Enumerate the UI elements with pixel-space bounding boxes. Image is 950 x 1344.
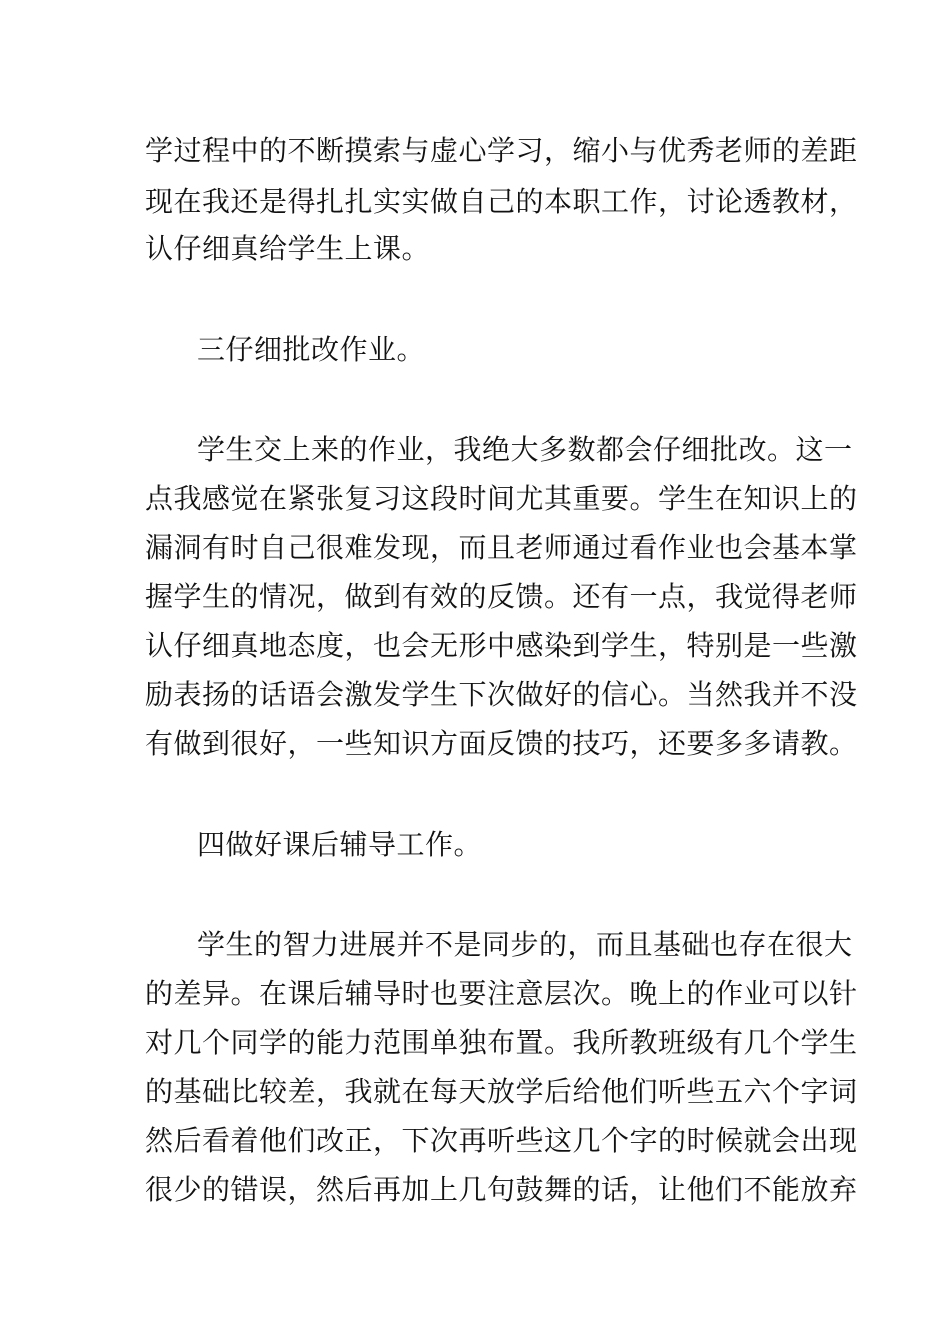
paragraph-line: 励表扬的话语会激发学生下次做好的信心。当然我并不没: [145, 678, 858, 711]
paragraph-line: 学过程中的不断摸索与虚心学习，缩小与优秀老师的差距: [145, 134, 858, 167]
paragraph-line: 握学生的情况，做到有效的反馈。还有一点，我觉得老师: [145, 580, 858, 613]
paragraph-line: 点我感觉在紧张复习这段时间尤其重要。学生在知识上的: [145, 482, 858, 515]
paragraph-line: 漏洞有时自己很难发现，而且老师通过看作业也会基本掌: [145, 531, 858, 564]
paragraph-line: 的基础比较差，我就在每天放学后给他们听些五六个字词: [145, 1075, 858, 1108]
section-heading: 三仔细批改作业。: [197, 333, 426, 366]
paragraph-line: 然后看着他们改正，下次再听些这几个字的时候就会出现: [145, 1124, 858, 1157]
section-heading: 四做好课后辅导工作。: [197, 828, 483, 861]
paragraph-line: 认仔细真给学生上课。: [145, 232, 431, 265]
paragraph-line: 很少的错误，然后再加上几句鼓舞的话，让他们不能放弃: [145, 1173, 858, 1206]
paragraph-line: 对几个同学的能力范围单独布置。我所教班级有几个学生: [145, 1026, 858, 1059]
paragraph-line: 有做到很好，一些知识方面反馈的技巧，还要多多请教。: [145, 727, 858, 760]
paragraph-line: 学生的智力进展并不是同步的，而且基础也存在很大: [197, 928, 853, 961]
paragraph-line: 现在我还是得扎扎实实做自己的本职工作，讨论透教材，: [145, 185, 858, 218]
paragraph-line: 学生交上来的作业，我绝大多数都会仔细批改。这一: [197, 433, 853, 466]
paragraph-line: 的差异。在课后辅导时也要注意层次。晚上的作业可以针: [145, 977, 858, 1010]
paragraph-line: 认仔细真地态度，也会无形中感染到学生，特别是一些激: [145, 629, 858, 662]
